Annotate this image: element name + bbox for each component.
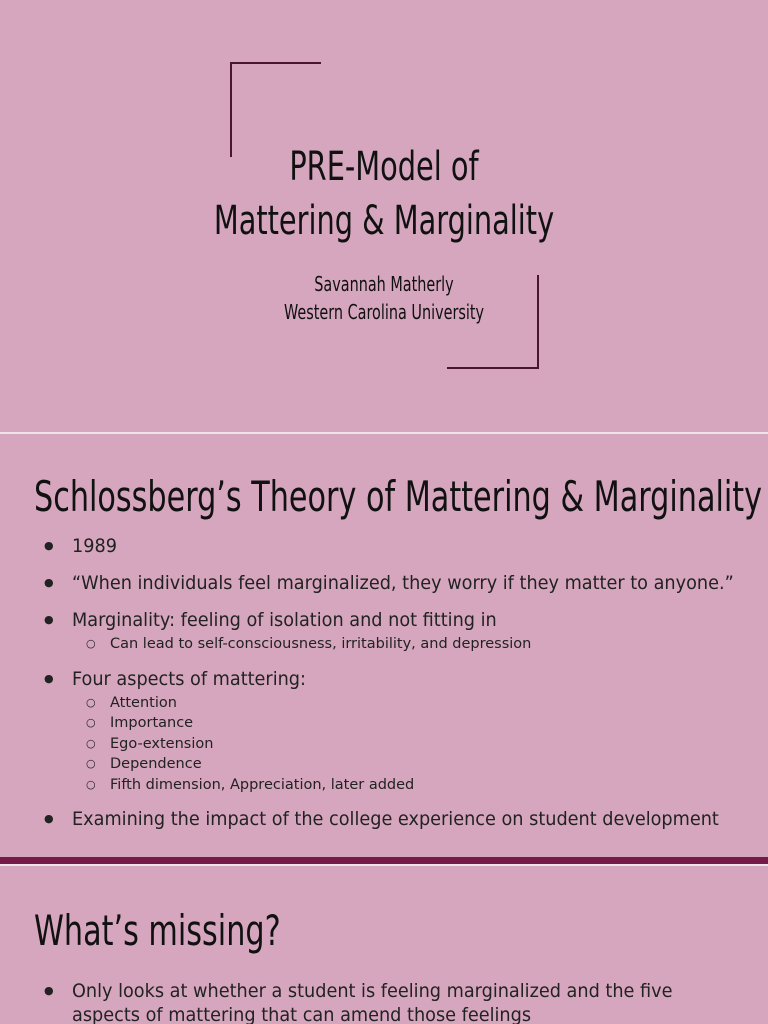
title-line-2: Mattering & Marginality <box>213 198 555 244</box>
bullet-text: Examining the impact of the college experience on student development <box>72 808 719 830</box>
corner-bracket-top-left <box>230 62 321 64</box>
sub-list-item: ○ Attention <box>110 693 744 714</box>
title-slide <box>0 0 768 432</box>
slide-heading: Schlossberg’s Theory of Mattering & Marginality <box>34 472 763 521</box>
presentation-title <box>0 140 768 248</box>
slide-divider-accent <box>0 857 768 864</box>
corner-bracket-bottom-right <box>447 367 539 369</box>
bullet-text: Four aspects of mattering: <box>72 667 306 690</box>
list-item <box>44 608 744 655</box>
presentation-subtitle <box>0 270 768 326</box>
bullet-list <box>44 979 744 1024</box>
theory-slide <box>0 434 768 857</box>
title-line-1: PRE-Model of <box>289 144 479 190</box>
list-item <box>44 807 744 831</box>
bullet-text: Marginality: feeling of isolation and not fitting in <box>72 609 497 631</box>
whats-missing-slide <box>0 866 768 1024</box>
bullet-list <box>44 534 744 831</box>
corner-bracket-bottom-right-vertical <box>537 275 539 369</box>
list-item <box>44 979 744 1024</box>
sub-list-item: ○ Fifth dimension, Appreciation, later added <box>110 775 744 796</box>
list-item <box>44 534 744 558</box>
bullet-text-line-2: aspects of mattering that can amend those feelings <box>72 1004 532 1024</box>
sub-list-item: ○ Can lead to self-consciousness, irritability, and depression <box>110 634 744 655</box>
bullet-text: 1989 <box>72 535 117 557</box>
sub-list-item: ○ Dependence <box>110 754 744 775</box>
sub-list-item: ○ Importance <box>110 713 744 734</box>
slide-heading: What’s missing? <box>34 906 281 955</box>
bullet-text-line-1: Only looks at whether a student is feeling marginalized and the five <box>72 980 673 1002</box>
list-item <box>44 667 744 796</box>
bullet-text: “When individuals feel marginalized, they worry if they matter to anyone.” <box>72 572 734 594</box>
author-name: Savannah Matherly <box>314 272 454 296</box>
sub-list <box>72 634 744 655</box>
list-item <box>44 571 744 595</box>
sub-list <box>72 693 744 796</box>
institution-name: Western Carolina University <box>283 300 485 324</box>
sub-list-item: ○ Ego-extension <box>110 734 744 755</box>
